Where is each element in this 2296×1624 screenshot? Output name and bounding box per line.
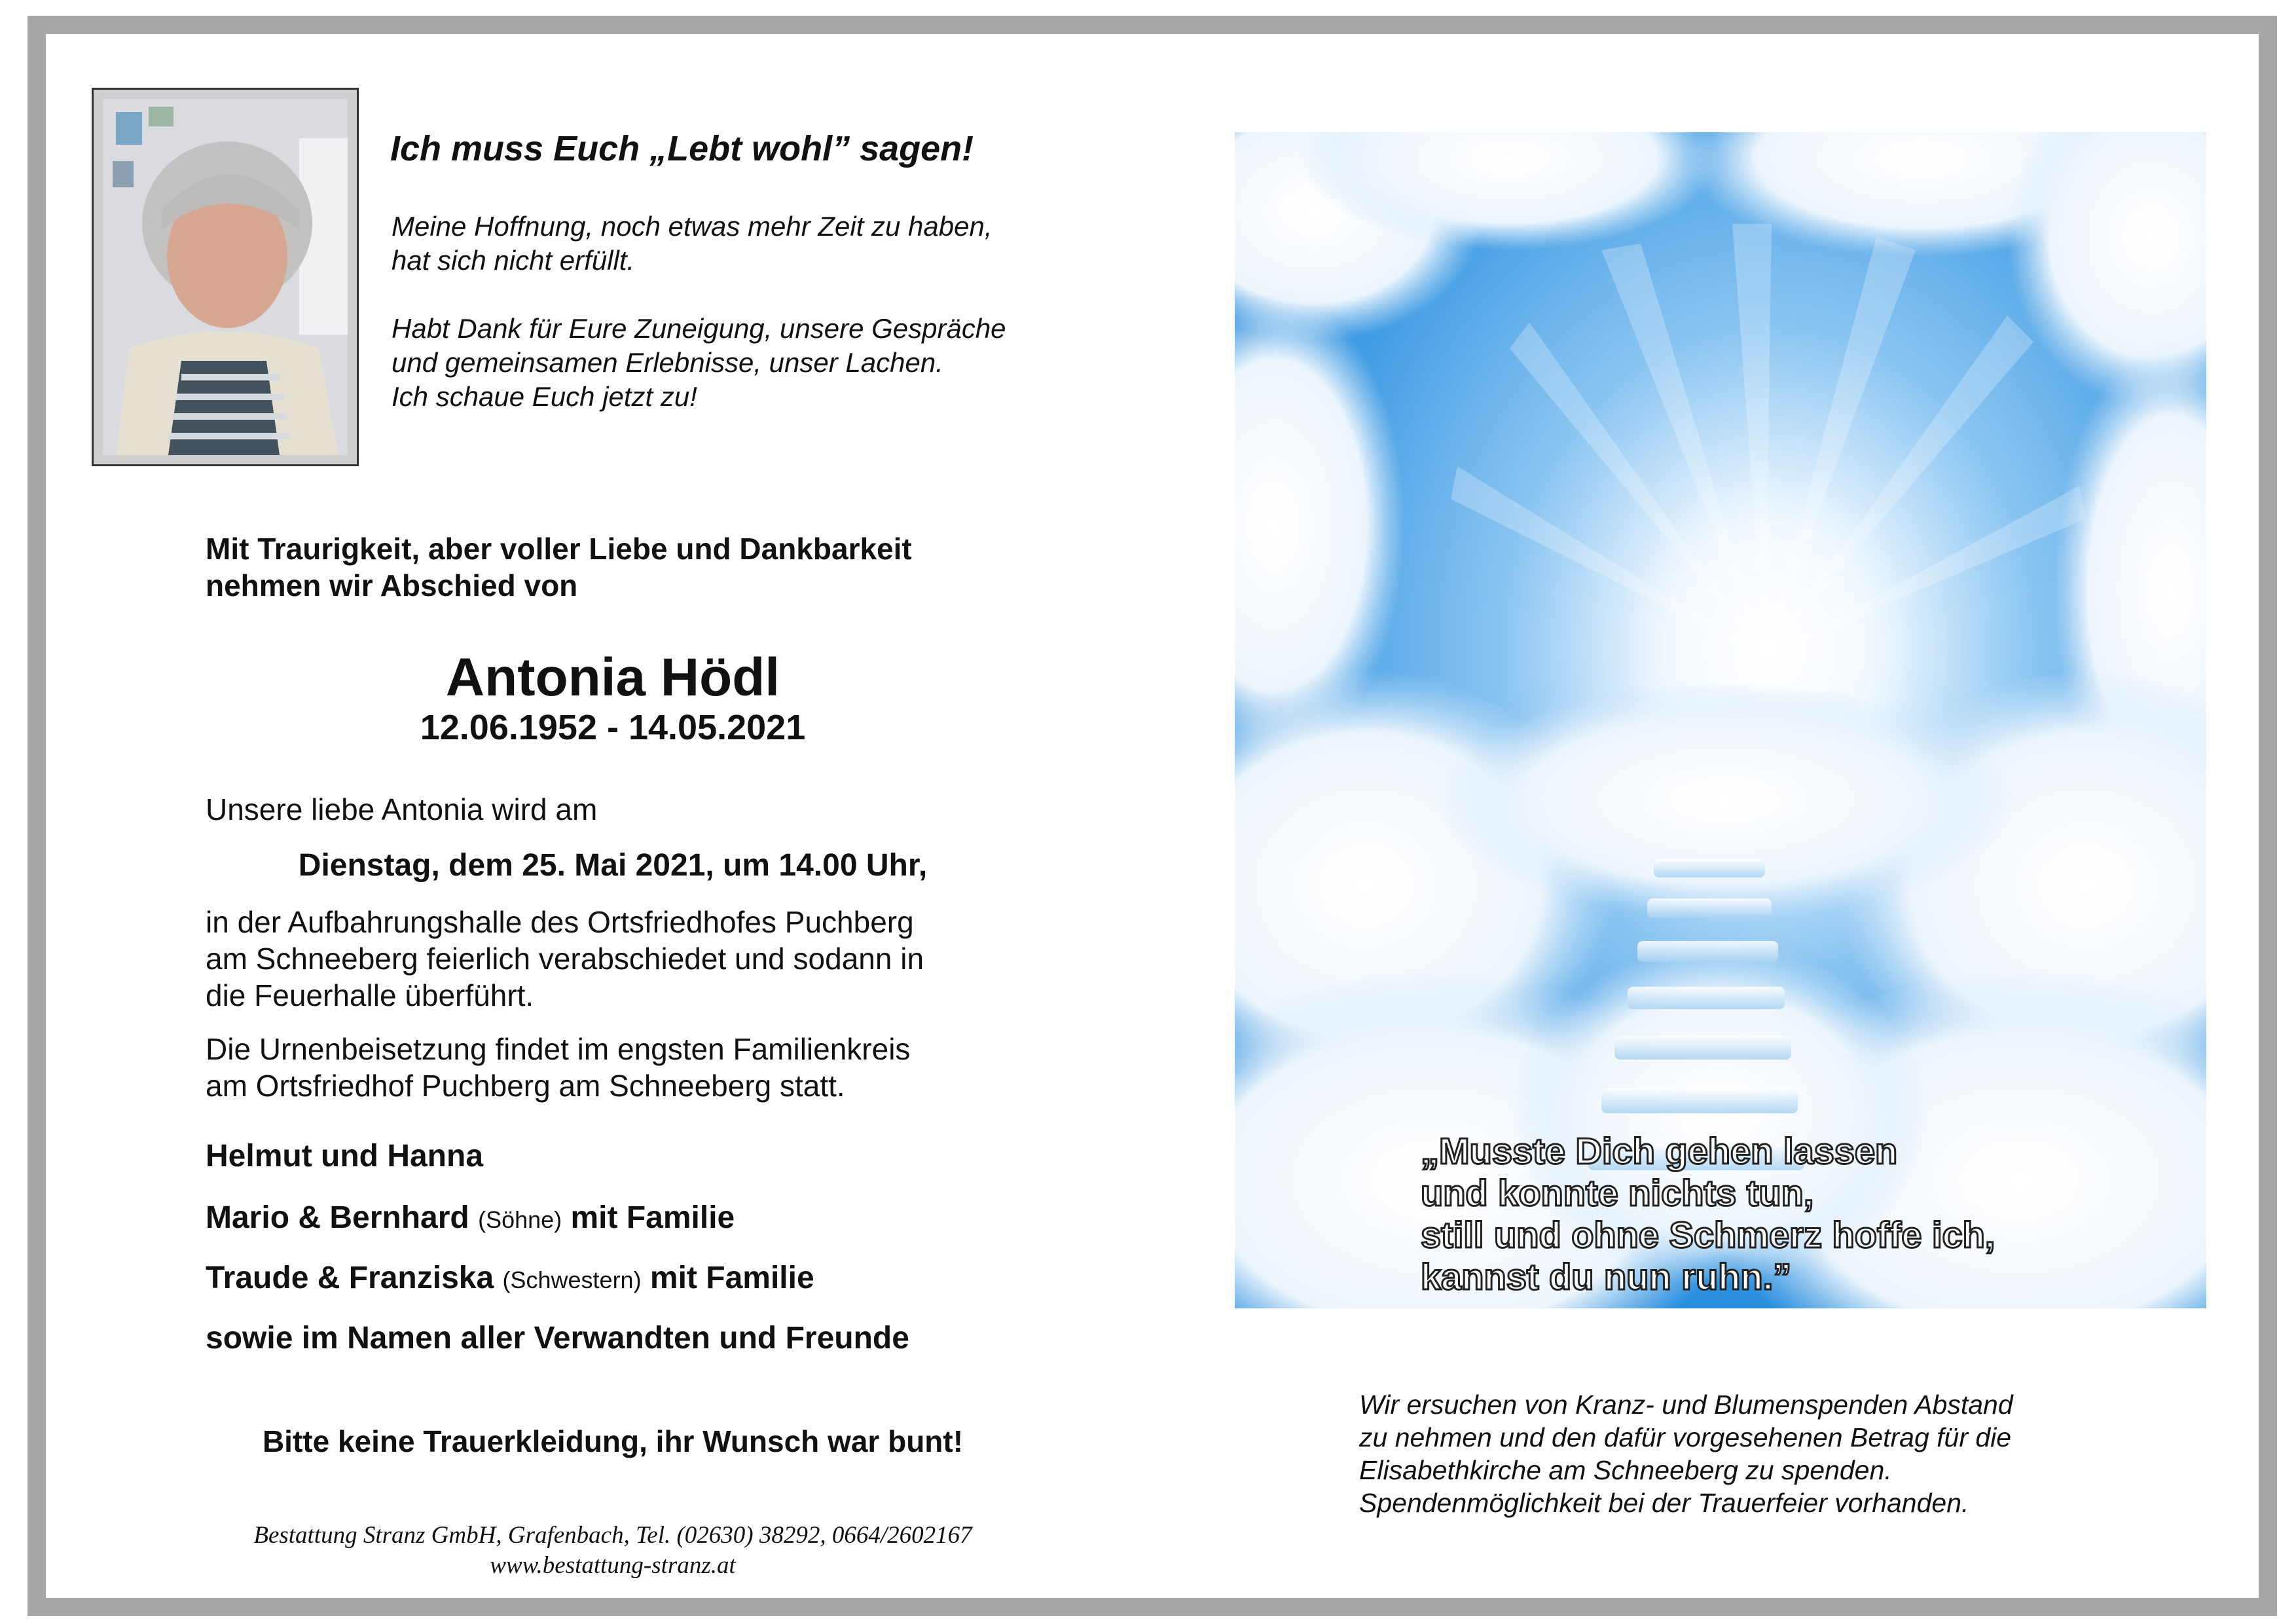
poem-title: Ich muss Euch „Lebt wohl” sagen! bbox=[390, 129, 974, 168]
ceremony-place-line: die Feuerhalle überführt. bbox=[206, 978, 534, 1012]
poem-quote bbox=[1421, 1130, 1995, 1298]
donation-line: zu nehmen und den dafür vorgesehenen Betrag für die bbox=[1359, 1422, 2012, 1452]
intro-text bbox=[206, 530, 912, 604]
urn-line: am Ortsfriedhof Puchberg am Schneeberg statt. bbox=[206, 1069, 845, 1103]
poem-line: hat sich nicht erfüllt. bbox=[392, 245, 635, 276]
quote-line: kannst du nun ruhn.” bbox=[1421, 1256, 1792, 1297]
funeral-home-contact: Bestattung Stranz GmbH, Grafenbach, Tel. (02630) 38292, 0664/2602167 bbox=[253, 1522, 972, 1549]
portrait-photo bbox=[92, 88, 359, 466]
dress-request: Bitte keine Trauerkleidung, ihr Wunsch war bunt! bbox=[262, 1424, 964, 1458]
mourner-suffix: mit Familie bbox=[649, 1261, 814, 1295]
mourner-line bbox=[206, 1260, 814, 1296]
poem-line: und gemeinsamen Erlebnisse, unser Lachen. bbox=[392, 347, 943, 378]
mourner-relation: (Schwestern) bbox=[502, 1266, 642, 1293]
mourner-line bbox=[206, 1200, 735, 1236]
ceremony-place-line: in der Aufbahrungshalle des Ortsfriedhofes Puchberg bbox=[206, 905, 914, 939]
poem-line: Ich schaue Euch jetzt zu! bbox=[392, 381, 697, 412]
quote-line: und konnte nichts tun, bbox=[1421, 1172, 1814, 1213]
mourner-names: Traude & Franziska bbox=[206, 1261, 494, 1295]
ceremony-place-line: am Schneeberg feierlich verabschiedet und sodann in bbox=[206, 942, 924, 976]
intro-line: nehmen wir Abschied von bbox=[206, 568, 578, 602]
funeral-home-footer bbox=[0, 1521, 1226, 1581]
quote-line: „Musste Dich gehen lassen bbox=[1421, 1130, 1898, 1172]
ceremony-place bbox=[206, 904, 924, 1014]
life-dates: 12.06.1952 - 14.05.2021 bbox=[420, 708, 806, 747]
ceremony-lead: Unsere liebe Antonia wird am bbox=[206, 792, 598, 826]
urn-burial-text bbox=[206, 1031, 910, 1104]
mourner-line: sowie im Namen aller Verwandten und Freunde bbox=[206, 1321, 909, 1356]
donation-line: Wir ersuchen von Kranz- und Blumenspenden Abstand bbox=[1359, 1390, 2013, 1420]
poem-line: Meine Hoffnung, noch etwas mehr Zeit zu haben, bbox=[392, 211, 993, 242]
quote-line: still und ohne Schmerz hoffe ich, bbox=[1421, 1214, 1995, 1255]
ceremony-datetime: Dienstag, dem 25. Mai 2021, um 14.00 Uhr, bbox=[298, 848, 928, 883]
urn-line: Die Urnenbeisetzung findet im engsten Familienkreis bbox=[206, 1032, 911, 1066]
deceased-name: Antonia Hödl bbox=[445, 648, 780, 707]
mourner-names: Mario & Bernhard bbox=[206, 1200, 469, 1235]
funeral-home-website: www.bestattung-stranz.at bbox=[490, 1552, 736, 1579]
mourner-line: Helmut und Hanna bbox=[206, 1139, 484, 1173]
donation-line: Elisabethkirche am Schneeberg zu spenden. bbox=[1359, 1455, 1892, 1485]
intro-line: Mit Traurigkeit, aber voller Liebe und Dankbarkeit bbox=[206, 532, 912, 566]
poem-line: Habt Dank für Eure Zuneigung, unsere Gespräche bbox=[392, 313, 1006, 344]
donation-note bbox=[1359, 1388, 2013, 1519]
mourner-suffix: mit Familie bbox=[570, 1200, 735, 1235]
donation-line: Spendenmöglichkeit bei der Trauerfeier vorhanden. bbox=[1359, 1488, 1969, 1518]
mourner-relation: (Söhne) bbox=[478, 1206, 562, 1233]
